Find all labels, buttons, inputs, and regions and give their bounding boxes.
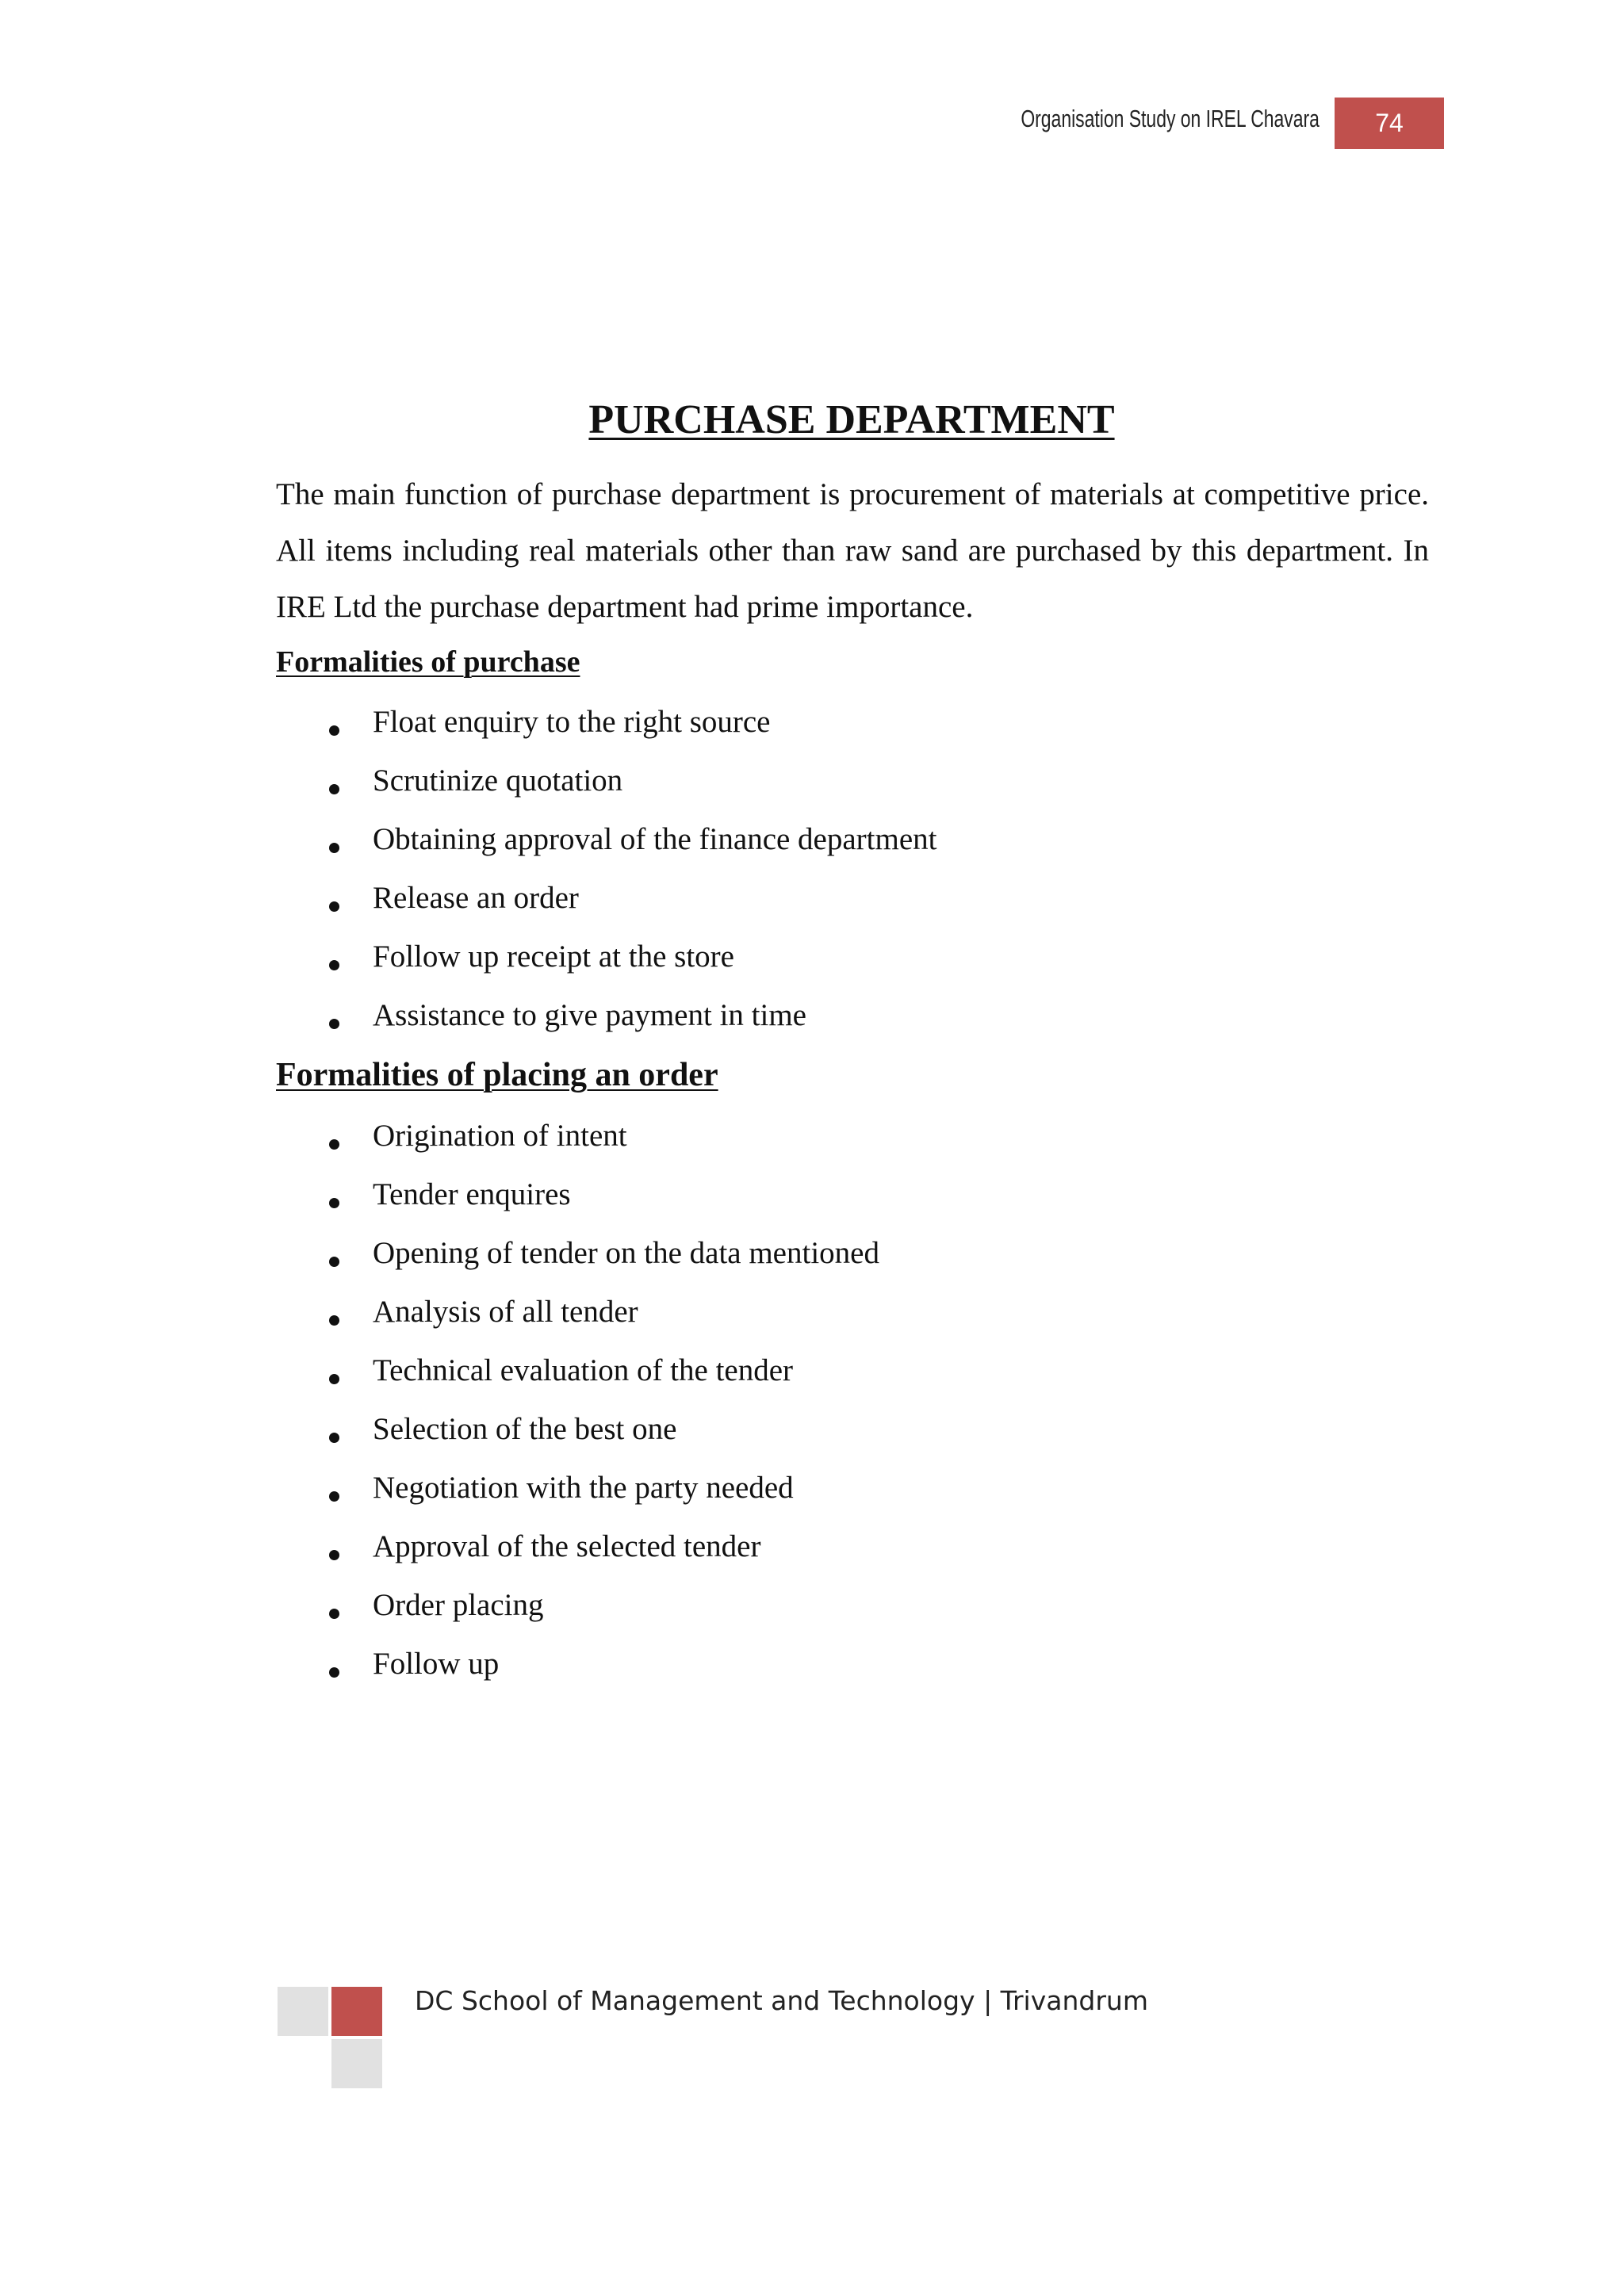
section-heading-purchase: Formalities of purchase <box>276 645 580 679</box>
footer-text: DC School of Management and Technology | Trivandrum <box>415 1985 1148 2016</box>
list-item: Float enquiry to the right source <box>373 701 936 760</box>
footer-decor-square <box>278 1987 328 2036</box>
list-item: Opening of tender on the data mentioned <box>373 1232 879 1291</box>
list-item: Negotiation with the party needed <box>373 1467 879 1525</box>
list-item: Origination of intent <box>373 1115 879 1173</box>
list-item: Obtaining approval of the finance department <box>373 818 936 877</box>
header-title: Organisation Study on IREL Chavara <box>1021 105 1320 132</box>
list-item: Tender enquires <box>373 1173 879 1232</box>
page-title: PURCHASE DEPARTMENT <box>588 397 1115 442</box>
list-item: Selection of the best one <box>373 1408 879 1467</box>
list-item: Analysis of all tender <box>373 1291 879 1349</box>
list-item: Follow up <box>373 1643 879 1701</box>
order-formalities-list <box>373 1115 879 1701</box>
page-number-badge: 74 <box>1335 98 1444 149</box>
list-item: Order placing <box>373 1584 879 1643</box>
footer-accent-square <box>331 1987 382 2036</box>
list-item: Technical evaluation of the tender <box>373 1349 879 1408</box>
section-heading-order: Formalities of placing an order <box>276 1057 718 1093</box>
list-item: Follow up receipt at the store <box>373 936 936 994</box>
list-item: Approval of the selected tender <box>373 1525 879 1584</box>
intro-paragraph: The main function of purchase department is procurement of materials at competitive price. All items including real materials other than raw sand are purchased by this department. In IRE Ltd the purchase department had prime importance. <box>276 477 1429 624</box>
list-item: Scrutinize quotation <box>373 760 936 818</box>
list-item: Assistance to give payment in time <box>373 994 936 1053</box>
footer-decor-square <box>331 2039 382 2088</box>
list-item: Release an order <box>373 877 936 936</box>
purchase-formalities-list <box>373 701 936 1053</box>
